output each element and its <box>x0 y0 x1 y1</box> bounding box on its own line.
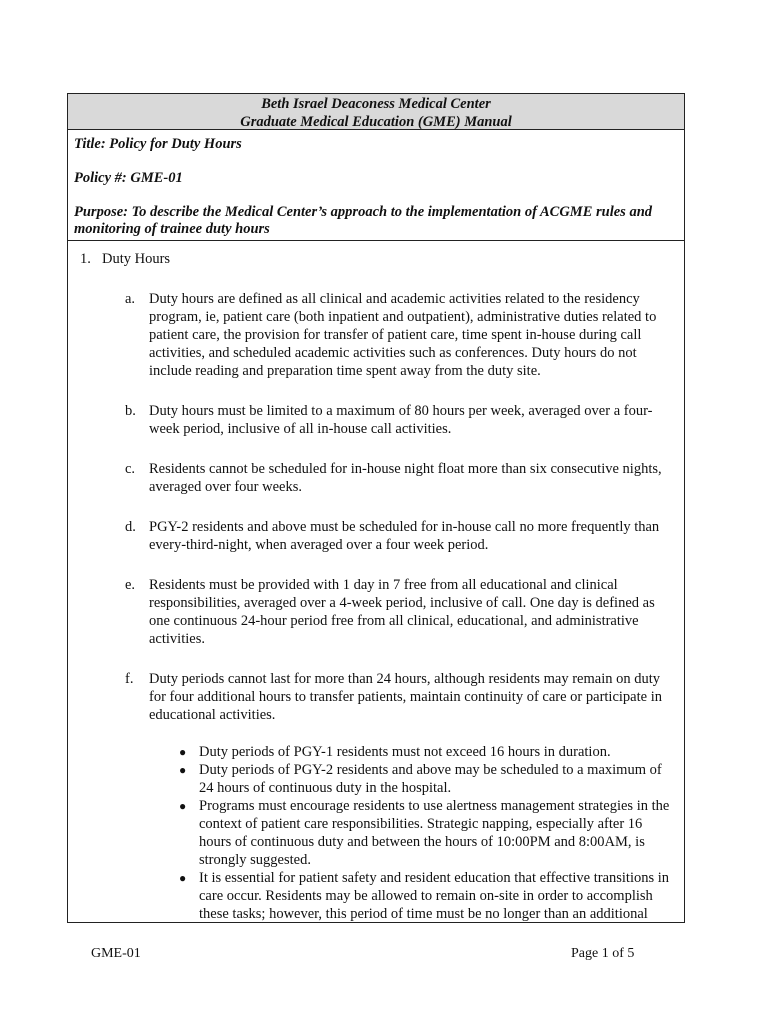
section-heading <box>80 250 676 268</box>
policy-purpose: Purpose: To describe the Medical Center’s approach to the implementation of ACGME rules and monitoring of trainee duty hours <box>74 204 653 237</box>
bullet-item <box>179 761 676 797</box>
item-letter: b. <box>125 403 136 419</box>
list-item <box>125 402 676 438</box>
bullet-text: It is essential for patient safety and resident education that effective transitions in care occur. Residents may be allowed to remain on-site in order to accomplish these tasks; however, this period of time must be no longer than an additional <box>199 870 670 922</box>
bullet-icon: ● <box>179 871 187 885</box>
policy-meta <box>68 130 684 241</box>
policy-number: Policy #: GME-01 <box>74 170 183 186</box>
policy-body <box>68 241 684 923</box>
item-text: Residents cannot be scheduled for in-house night float more than six consecutive nights, averaged over four weeks. <box>149 461 662 495</box>
bullet-text: Programs must encourage residents to use alertness management strategies in the context of patient care responsibilities. Strategic napping, especially after 16 hours of continuous duty and between the hours of 10:00PM and 8:00AM, is strongly suggested. <box>199 798 670 868</box>
list-item <box>125 460 676 496</box>
bullet-text: Duty periods of PGY-2 residents and above may be scheduled to a maximum of 24 hours of continuous duty in the hospital. <box>199 762 662 796</box>
document-header <box>68 94 684 130</box>
item-text: Duty hours must be limited to a maximum of 80 hours per week, averaged over a four-week period, inclusive of all in-house call activities. <box>149 403 653 437</box>
bullet-list <box>80 743 676 923</box>
list-item <box>125 670 676 724</box>
bullet-item <box>179 743 676 761</box>
item-letter: e. <box>125 577 136 593</box>
item-text: Residents must be provided with 1 day in 7 free from all educational and clinical responsibilities, averaged over a 4-week period, inclusive of call. One day is defined as one continuous 24-hour period free from all clinical, educational, and administrative activities. <box>149 577 655 647</box>
item-text: Duty hours are defined as all clinical and academic activities related to the residency program, ie, patient care (both inpatient and outpatient), administrative duties related to patient care, the provision for transfer of patient care, time spent in-house during call activities, and scheduled academic activities such as conferences. Duty hours do not include reading and preparation time spent away from the duty site. <box>149 291 657 379</box>
footer-document-id: GME-01 <box>91 946 141 961</box>
section-title: Duty Hours <box>102 251 171 267</box>
section-items <box>80 290 676 724</box>
item-letter: f. <box>125 671 134 687</box>
bullet-item <box>179 869 676 923</box>
bullet-item <box>179 797 676 869</box>
item-letter: c. <box>125 461 136 477</box>
item-text: Duty periods cannot last for more than 24 hours, although residents may remain on duty for four additional hours to transfer patients, maintain continuity of care or participate in educational activities. <box>149 671 662 723</box>
item-letter: d. <box>125 519 136 535</box>
document-frame <box>67 93 685 923</box>
manual-name: Graduate Medical Education (GME) Manual <box>240 114 512 130</box>
section-number: 1. <box>80 251 91 267</box>
footer-page-number: Page 1 of 5 <box>571 946 635 961</box>
bullet-text: Duty periods of PGY-1 residents must not exceed 16 hours in duration. <box>199 744 611 760</box>
bullet-icon: ● <box>179 799 187 813</box>
item-letter: a. <box>125 291 136 307</box>
list-item <box>125 576 676 648</box>
bullet-icon: ● <box>179 763 187 777</box>
list-item <box>125 290 676 380</box>
item-text: PGY-2 residents and above must be scheduled for in-house call no more frequently than every-third-night, when averaged over a four week period. <box>149 519 660 553</box>
list-item <box>125 518 676 554</box>
bullet-icon: ● <box>179 745 187 759</box>
institution-name: Beth Israel Deaconess Medical Center <box>261 96 491 112</box>
policy-title: Title: Policy for Duty Hours <box>74 136 242 152</box>
